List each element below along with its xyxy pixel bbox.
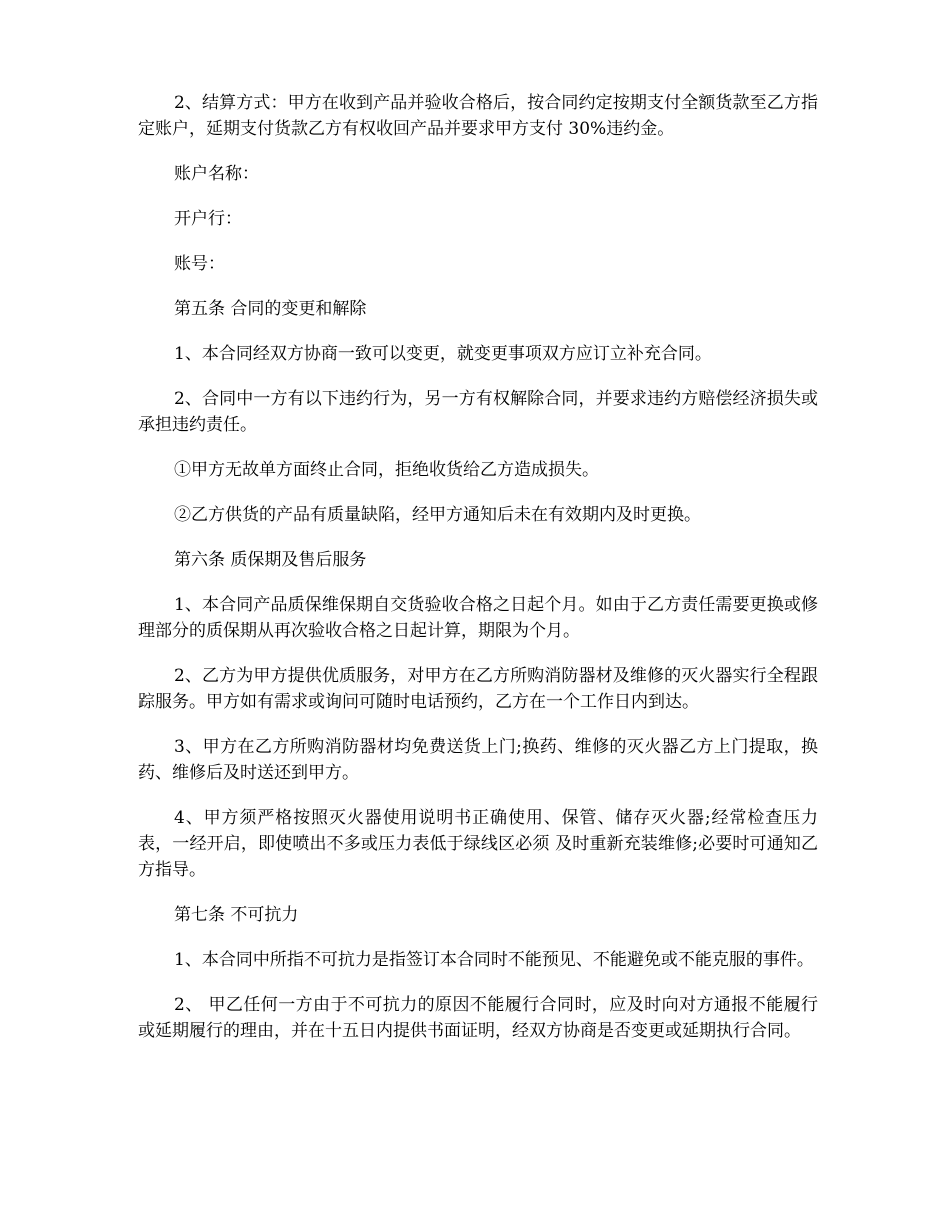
article-5-item-2: ②乙方供货的产品有质量缺陷，经甲方通知后未在有效期内及时更换。 — [174, 505, 701, 525]
article-6-clause-2: 2、乙方为甲方提供优质服务，对甲方在乙方所购消防器材及维修的灭火器实行全程跟踪服务。甲方如有需求或询问可随时电话预约，乙方在一个工作日内到达。 — [138, 666, 818, 712]
article-5-heading: 第五条 合同的变更和解除 — [174, 299, 367, 319]
article-5-clause-2: 2、合同中一方有以下违约行为，另一方有权解除合同，并要求违约方赔偿经济损失或承担违约责任。 — [138, 389, 818, 435]
article-7-clause-1: 1、本合同中所指不可抗力是指签订本合同时不能预见、不能避免或不能克服的事件。 — [174, 950, 814, 970]
article-5-item-1: ①甲方无故单方面终止合同，拒绝收货给乙方造成损失。 — [174, 460, 599, 480]
document-page — [138, 90, 818, 1063]
article-6-clause-1: 1、本合同产品质保维保期自交货验收合格之日起个月。如由于乙方责任需要更换或修理部分的质保期从再次验收合格之日起计算，期限为个月。 — [138, 595, 818, 641]
article-5-clause-1: 1、本合同经双方协商一致可以变更，就变更事项双方应订立补充合同。 — [174, 344, 712, 364]
article-7-clause-2: 2、 甲乙任何一方由于不可抗力的原因不能履行合同时，应及时向对方通报不能履行或延期履行的理由，并在十五日内提供书面证明，经双方协商是否变更或延期执行合同。 — [138, 995, 818, 1041]
account-number-line: 账号： — [174, 254, 225, 274]
account-name-line: 账户名称： — [174, 164, 259, 184]
article-7-heading: 第七条 不可抗力 — [174, 905, 299, 925]
article-6-clause-4: 4、甲方须严格按照灭火器使用说明书正确使用、保管、储存灭火器;经常检查压力表，一经开启，即使喷出不多或压力表低于绿线区必须 及时重新充装维修;必要时可通知乙方指导。 — [138, 808, 818, 880]
article-6-clause-3: 3、甲方在乙方所购消防器材均免费送货上门;换药、维修的灭火器乙方上门提取，换药、维修后及时送还到甲方。 — [138, 737, 818, 783]
bank-line: 开户行： — [174, 209, 242, 229]
settlement-method-paragraph: 2、结算方式：甲方在收到产品并验收合格后，按合同约定按期支付全额货款至乙方指定账户，延期支付货款乙方有权收回产品并要求甲方支付 30%违约金。 — [138, 93, 818, 139]
article-6-heading: 第六条 质保期及售后服务 — [174, 550, 367, 570]
